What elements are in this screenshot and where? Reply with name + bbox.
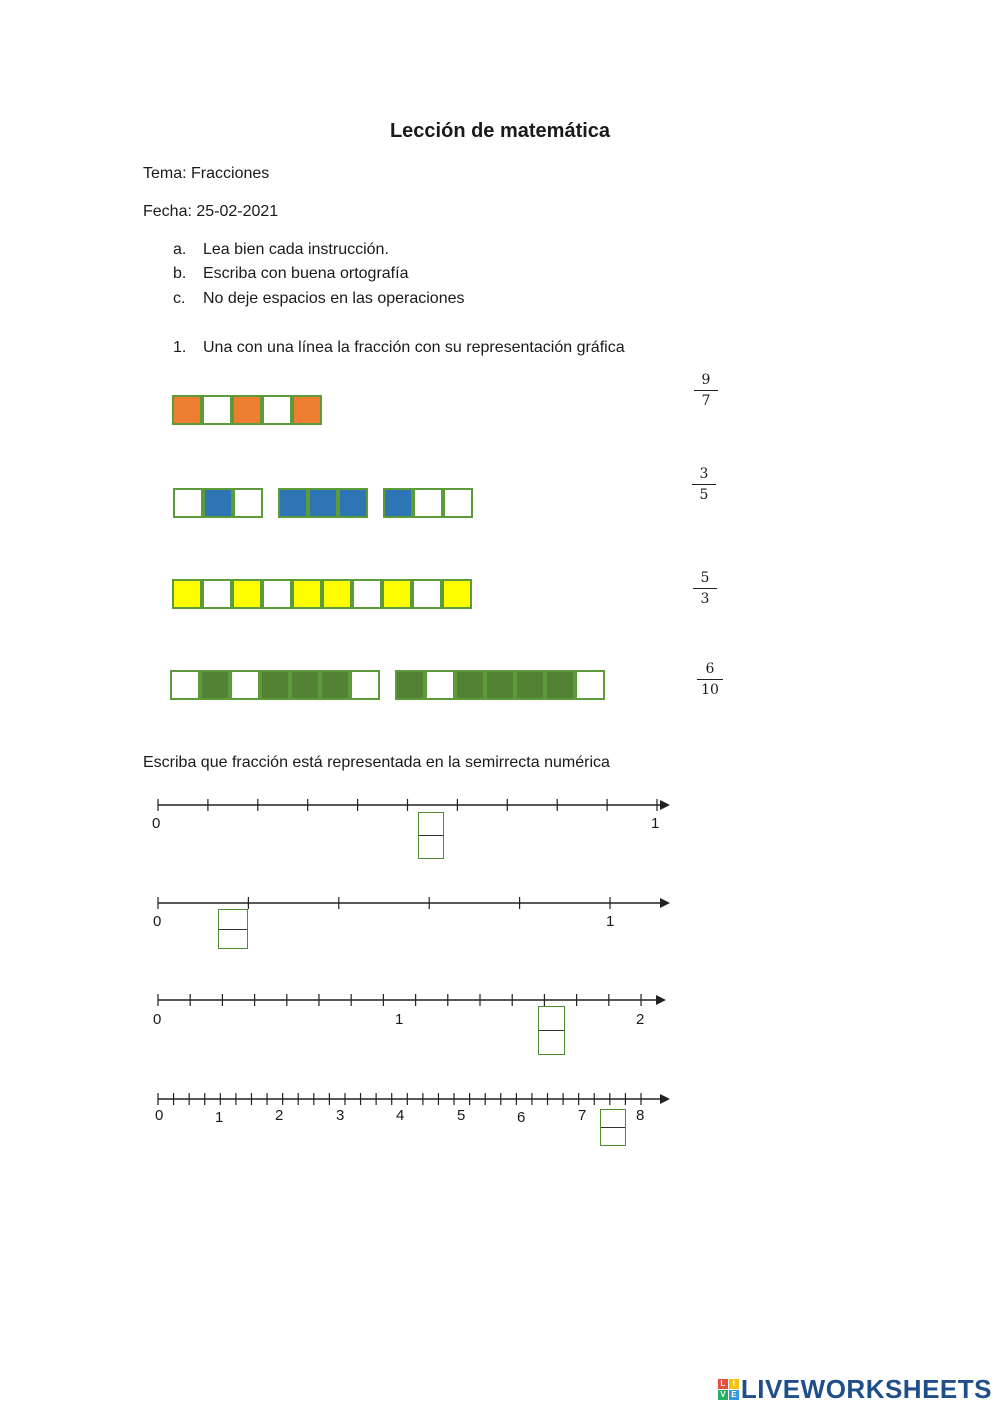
arrow-icon [660, 800, 670, 810]
logo-letter: I [729, 1379, 739, 1389]
number-line-label: 0 [155, 1107, 164, 1124]
number-line-label: 3 [336, 1107, 345, 1124]
logo-letter: V [718, 1390, 728, 1400]
number-line-label: 0 [152, 815, 161, 832]
number-line-label: 1 [215, 1109, 224, 1126]
number-line-label: 0 [153, 913, 162, 930]
fraction-numerator: 3 [699, 466, 709, 482]
answer-box[interactable] [418, 812, 444, 859]
instruction-text: No deje espacios en las operaciones [203, 290, 465, 307]
arrow-icon [656, 995, 666, 1005]
logo-letter: E [729, 1390, 739, 1400]
arrow-icon [660, 1094, 670, 1104]
number-line-label: 2 [636, 1011, 645, 1028]
answer-box[interactable] [538, 1006, 565, 1055]
instruction-letter: b. [173, 265, 187, 282]
number-line-label: 6 [517, 1109, 526, 1126]
instruction-letter: c. [173, 290, 186, 307]
fraction-numerator: 6 [705, 661, 715, 677]
instruction-text: Escriba con buena ortografía [203, 265, 409, 282]
number-line-label: 1 [395, 1011, 404, 1028]
date-line: Fecha: 25-02-2021 [143, 203, 279, 220]
fraction-numerator: 9 [701, 372, 711, 388]
fraction-numerator: 5 [700, 570, 710, 586]
number-line-label: 4 [396, 1107, 405, 1124]
number-line-label: 0 [153, 1011, 162, 1028]
number-line-label: 5 [457, 1107, 466, 1124]
number-line-label: 1 [606, 913, 615, 930]
fraction-denominator: 5 [699, 487, 709, 503]
fraction-denominator: 3 [700, 591, 710, 607]
fraction-denominator: 10 [701, 682, 719, 698]
page-title: Lección de matemática [389, 120, 611, 142]
number-line-label: 2 [275, 1107, 284, 1124]
question-text: Una con una línea la fracción con su representación gráfica [203, 339, 625, 356]
answer-box[interactable] [600, 1109, 626, 1146]
number-line-label: 1 [651, 815, 660, 832]
liveworksheets-logo[interactable] [718, 1374, 992, 1405]
logo-text: LIVEWORKSHEETS [740, 1374, 992, 1404]
fraction-denominator: 7 [701, 393, 711, 409]
number-line-label: 7 [578, 1107, 587, 1124]
answer-box[interactable] [218, 909, 248, 949]
question-2: Escriba que fracción está representada en la semirrecta numérica [143, 754, 610, 771]
instruction-text: Lea bien cada instrucción. [203, 241, 389, 258]
question-number: 1. [173, 339, 187, 356]
number-line-label: 8 [636, 1107, 645, 1124]
topic-line: Tema: Fracciones [143, 165, 270, 182]
logo-mark-icon [718, 1379, 739, 1400]
logo-letter: L [718, 1379, 728, 1389]
arrow-icon [660, 898, 670, 908]
instruction-letter: a. [173, 241, 187, 258]
